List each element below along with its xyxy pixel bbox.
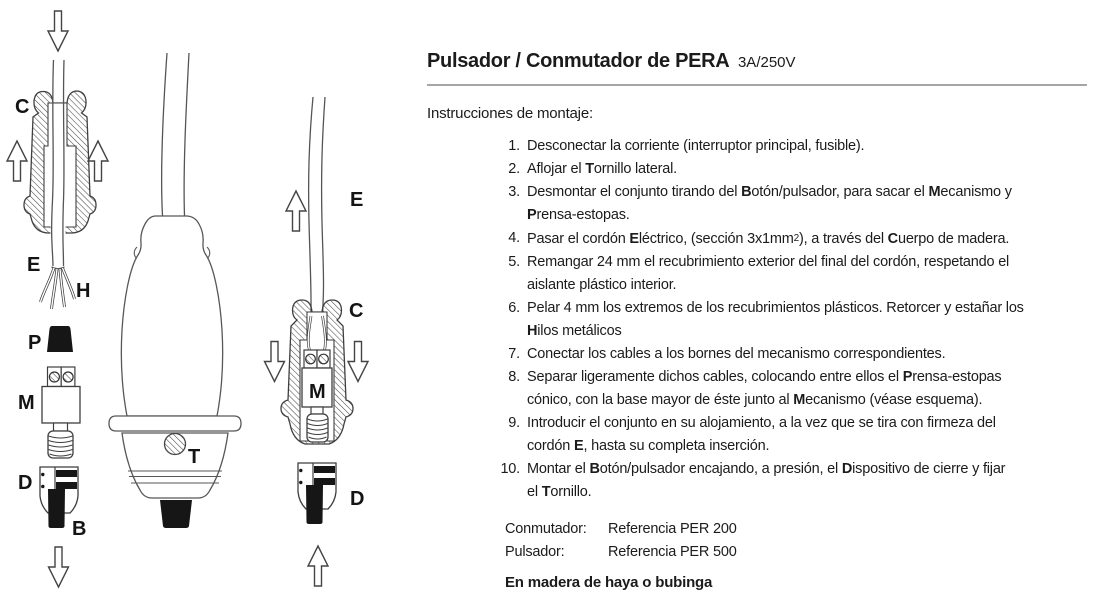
reference-label: Conmutador:	[505, 521, 587, 537]
exploded-view-left-drawing	[7, 11, 108, 587]
lateral-screw-icon	[165, 434, 186, 455]
instruction-step	[496, 458, 1087, 504]
arrow-down-icon	[348, 342, 368, 382]
step-text: Pelar 4 mm los extremos de los recubrimientos plásticos. Retorcer y estañar los Hilos metálicos	[527, 300, 1024, 339]
step-text: Montar el Botón/pulsador encajando, a presión, el Dispositivo de cierre y fijar el Tornillo.	[527, 461, 1006, 500]
reference-value: Referencia PER 500	[608, 544, 737, 560]
step-number: 9.	[508, 415, 520, 431]
mechanism-drawing	[42, 367, 80, 458]
reference-row	[505, 541, 1087, 564]
step-text: Conectar los cables a los bornes del mecanismo correspondientes.	[527, 346, 946, 362]
step-number: 10.	[500, 461, 520, 477]
step-text: Introducir el conjunto en su alojamiento, a la vez que se tira con firmeza del cordón E, hasta su completa inserción.	[527, 415, 996, 454]
instruction-step	[496, 251, 1087, 297]
part-label-mecanismo: M	[18, 392, 35, 414]
arrow-up-icon	[308, 546, 328, 586]
instruction-step	[496, 412, 1087, 458]
step-number: 3.	[508, 184, 520, 200]
stripped-wires-drawing	[41, 268, 75, 309]
step-number: 1.	[508, 138, 520, 154]
step-text: Separar ligeramente dichos cables, colocando entre ellos el Prensa-estopas cónico, con la base mayor de éste junto al Mecanismo (véase esquema).	[527, 369, 1002, 408]
part-label-prensa-estopas: P	[28, 332, 42, 354]
part-label-tornillo: T	[188, 446, 201, 468]
step-number: 4.	[508, 230, 520, 246]
prensa-estopas-cone-drawing	[47, 326, 73, 352]
arrow-up-icon	[88, 141, 108, 181]
terminal-screw-icon	[63, 372, 73, 382]
step-number: 8.	[508, 369, 520, 385]
part-label-dispositivo: D	[18, 472, 33, 494]
instructions-column	[427, 47, 1087, 591]
push-button-drawing	[160, 500, 192, 528]
instruction-step	[496, 158, 1087, 181]
part-label-mecanismo: M	[309, 381, 326, 403]
part-label-cordon-electrico: E	[350, 189, 364, 211]
step-number: 6.	[508, 300, 520, 316]
page-title	[427, 47, 1087, 77]
arrow-down-icon	[265, 342, 285, 382]
part-label-cuerpo: C	[349, 300, 364, 322]
terminal-screw-icon	[319, 354, 329, 364]
step-number: 5.	[508, 254, 520, 270]
sectioned-view-right-drawing	[265, 97, 369, 586]
electrical-rating: 3A/250V	[737, 54, 796, 71]
instruction-step	[496, 297, 1087, 343]
part-label-boton: B	[72, 518, 87, 540]
material-note: En madera de haya o bubinga	[505, 574, 713, 591]
step-text: Desconectar la corriente (interruptor principal, fusible).	[527, 138, 865, 154]
reference-label: Pulsador:	[505, 544, 565, 560]
flange-drawing	[109, 416, 241, 431]
cord-drawing	[309, 97, 325, 318]
arrow-down-icon	[48, 11, 68, 51]
part-label-dispositivo: D	[350, 488, 365, 510]
step-text: Aflojar el Tornillo lateral.	[527, 161, 677, 177]
instruction-step	[496, 343, 1087, 366]
part-label-cuerpo: C	[15, 96, 30, 118]
closure-device-drawing	[298, 463, 336, 524]
terminal-screw-icon	[49, 372, 59, 382]
terminal-screw-icon	[306, 354, 316, 364]
instructions-heading: Instrucciones de montaje:	[427, 105, 593, 122]
cord-drawing	[162, 53, 189, 216]
title-divider	[427, 84, 1087, 86]
instruction-step	[496, 181, 1087, 227]
step-text: Desmontar el conjunto tirando del Botón/pulsador, para sacar el Mecanismo y Prensa-estopas.	[527, 184, 1012, 223]
reference-row	[505, 518, 1087, 541]
step-number: 7.	[508, 346, 520, 362]
step-text: Remangar 24 mm el recubrimiento exterior del final del cordón, respetando el aislante plástico interior.	[527, 254, 1010, 293]
reference-list	[505, 518, 1087, 564]
arrow-up-icon	[286, 191, 306, 231]
arrow-down-icon	[49, 547, 69, 587]
product-name: Pulsador / Conmutador de PERA	[427, 50, 729, 72]
part-label-cordon-electrico: E	[27, 254, 41, 276]
instruction-step	[496, 227, 1087, 251]
instruction-step	[496, 135, 1087, 158]
arrow-up-icon	[7, 141, 27, 181]
instruction-step	[496, 366, 1087, 412]
reference-value: Referencia PER 200	[608, 521, 737, 537]
assembly-diagram	[0, 0, 420, 600]
pear-body-drawing	[121, 216, 222, 416]
step-text: Pasar el cordón Eléctrico, (sección 3x1mm2), a través del Cuerpo de madera.	[527, 231, 1010, 247]
part-label-hilos: H	[76, 280, 91, 302]
step-number: 2.	[508, 161, 520, 177]
instructions-list	[496, 135, 1087, 504]
assembled-switch-drawing	[109, 53, 241, 528]
